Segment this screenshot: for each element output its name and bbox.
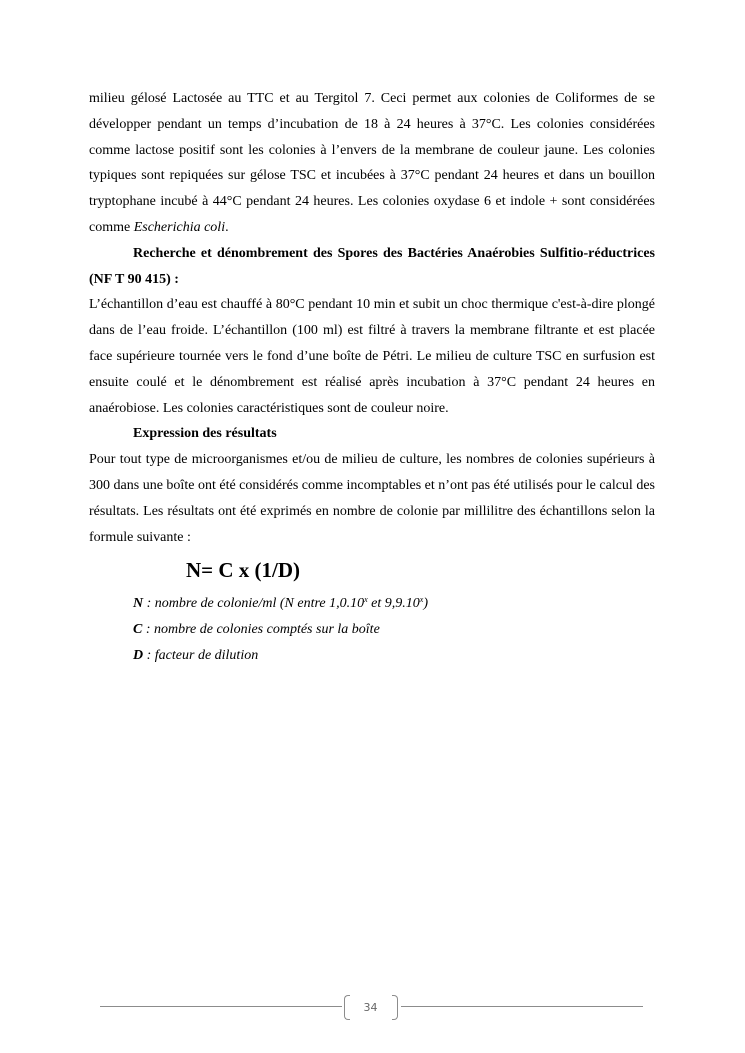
footer-bracket-left [344,995,350,1020]
legend-n-sup2: x [419,595,424,605]
legend-d-text: : facteur de dilution [143,648,259,664]
legend-n [89,591,655,617]
paragraph-coliformes-text: milieu gélosé Lactosée au TTC et au Tergitol 7. Ceci permet aux colonies de Coliformes de se développer pendant un temps d’incubation de 18 à 24 heures à 37°C. Les colonies considérées comme lactose positif sont les colonies à l’envers de la membrane de couleur jaune. Les colonies typiques sont repiquées sur gélose TSC et incubées à 37°C pendant 24 heures et dans un bouillon tryptophane incubé à 44°C pendant 24 heures. Les colonies oxydase 6 et indole + sont considérées comme [89,91,655,235]
formula-legend [89,591,655,669]
formula: N= C x (1/D) [186,558,301,583]
legend-n-text-c: ) [423,596,429,612]
species-name: Escherichia coli [133,219,226,235]
legend-c-symbol: C [133,622,143,638]
legend-c-text: : nombre de colonies comptés sur la boîte [142,622,380,638]
page-footer [100,994,643,1022]
paragraph-coliformes [89,86,655,241]
legend-d-symbol: D [133,648,144,664]
legend-n-text-b: et 9,9.10 [367,596,420,612]
legend-n-text-a: : nombre de colonie/ml (N entre 1,0.10 [143,596,365,612]
legend-c [89,617,655,643]
legend-d [89,643,655,669]
footer-bracket-right [392,995,398,1020]
legend-n-symbol: N [133,596,144,612]
footer-rule-left [100,1006,342,1007]
heading-expression: Expression des résultats [133,426,277,442]
footer-rule-right [401,1006,643,1007]
heading-spores: Recherche et dénombrement des Spores des Bactéries Anaérobies Sulfitio-réductrices (NF T 90 415) : [89,245,655,287]
page-body [89,86,655,669]
paragraph-expression: Pour tout type de microorganismes et/ou de milieu de culture, les nombres de colonies supérieurs à 300 dans une boîte ont été considérés comme incomptables et n’ont pas été utilisés pour le calcul des résultats. Les résultats ont été exprimés en nombre de colonie par millilitre des échantillons selon la formule suivante : [89,452,655,545]
legend-n-sup1: x [364,595,368,605]
paragraph-spores: L’échantillon d’eau est chauffé à 80°C pendant 10 min et subit un choc thermique c'est-à-dire plongé dans de l’eau froide. L’échantillon (100 ml) est filtré à travers la membrane filtrante et est placée face supérieure tournée vers le fond d’une boîte de Pétri. Le milieu de culture TSC en surfusion est ensuite coulé et le dénombrement est réalisé après incubation à 37°C pendant 24 heures en anaérobiose. Les colonies caractéristiques sont de couleur noire. [89,297,655,416]
page-number: 34 [363,1001,378,1014]
paragraph-coliformes-end: . [225,219,229,235]
